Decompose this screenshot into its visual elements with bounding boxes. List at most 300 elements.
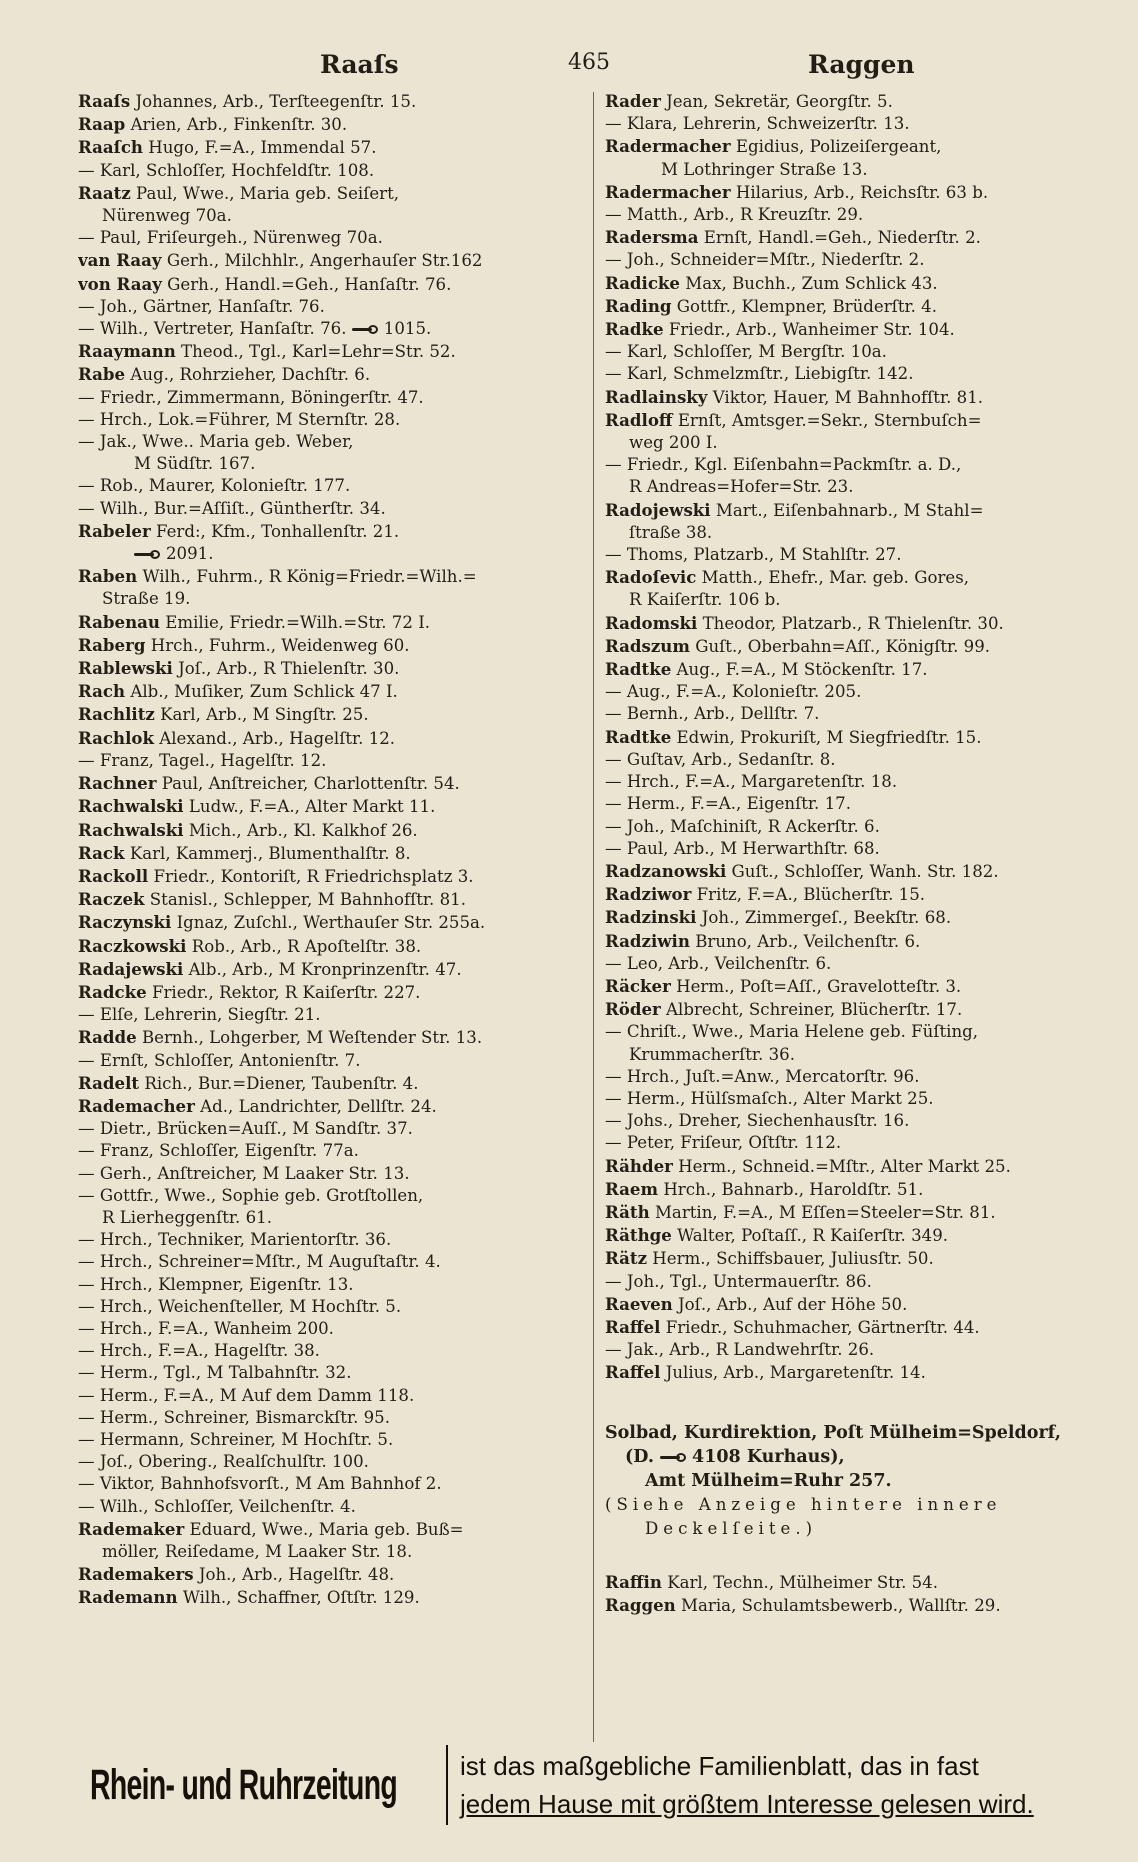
directory-entry [605, 838, 1120, 860]
entry-surname: Rachwalski [78, 796, 184, 817]
directory-entry [605, 386, 1120, 409]
directory-entry [78, 296, 584, 318]
entry-surname: Raaymann [78, 341, 176, 362]
entry-details: Alb., Muſiker, Zum Schlick 47 I. [130, 682, 398, 702]
entry-details: Alexand., Arb., Hagelſtr. 12. [159, 728, 396, 748]
entry-details: — Hrch., Lok.=Führer, M Sternſtr. 28. [78, 409, 401, 429]
entry-details: M Lothringer Straße 13. [661, 159, 868, 179]
entry-details: — Ernſt, Schloſſer, Antonienſtr. 7. [78, 1050, 361, 1070]
directory-entry [605, 1178, 1120, 1201]
directory-entry [78, 1207, 584, 1229]
entry-details: Edwin, Prokuriſt, M Siegfriedſtr. 15. [676, 727, 982, 747]
entry-details: — Hrch., F.=A., Wanheim 200. [78, 1318, 334, 1338]
entry-details: — Wilh., Vertreter, Hanſaſtr. 76. [78, 319, 347, 339]
entry-surname: Rabeler [78, 520, 151, 541]
entry-surname: von Raay [78, 273, 162, 294]
directory-entry [605, 499, 1120, 522]
directory-entry [78, 1318, 584, 1340]
entry-details: Matth., Ehefr., Mar. geb. Gores, [701, 568, 969, 588]
entry-surname: Radzinski [605, 907, 697, 928]
entry-surname: Raaſch [78, 137, 143, 158]
entry-surname: Rademacher [78, 1095, 195, 1116]
entry-details: Straße 19. [102, 589, 191, 609]
page-number: 465 [568, 50, 610, 75]
directory-entry [605, 860, 1120, 883]
entry-surname: Radloff [605, 409, 673, 430]
directory-entry [78, 750, 584, 772]
directory-entry [78, 363, 584, 386]
entry-details: — Herm., F.=A., Eigenſtr. 17. [605, 794, 851, 814]
entry-surname: Radermacher [605, 136, 731, 157]
entry-details: M Südſtr. 167. [134, 454, 256, 474]
entry-phone: 1015. [383, 319, 432, 339]
entry-details: — Joh., Tgl., Untermauerſtr. 86. [605, 1271, 872, 1291]
entry-details: möller, Reiſedame, M Laaker Str. 18. [102, 1542, 413, 1561]
directory-entry [605, 930, 1120, 953]
entry-details: — Joh., Schneider=Mſtr., Niederſtr. 2. [605, 250, 925, 270]
directory-entry [605, 998, 1120, 1021]
right-column-tail [605, 1571, 1120, 1617]
entry-surname: Radszum [605, 635, 690, 656]
directory-entry [78, 318, 584, 340]
directory-entry [78, 1429, 584, 1451]
directory-entry [605, 906, 1120, 929]
directory-entry [78, 888, 584, 911]
directory-entry [605, 272, 1120, 295]
banner-text [460, 1747, 1034, 1823]
telephone-icon [660, 1453, 688, 1462]
entry-details: Aug., F.=A., M Stöckenſtr. 17. [676, 660, 928, 680]
directory-entry [78, 727, 584, 750]
entry-details: Paul, Anſtreicher, Charlottenſtr. 54. [161, 774, 460, 794]
entry-details: — Herm., Schreiner, Bismarckſtr. 95. [78, 1407, 391, 1427]
directory-entry [605, 159, 1120, 181]
directory-entry [78, 182, 584, 205]
directory-entry [605, 1021, 1120, 1043]
entry-details: — Thoms, Platzarb., M Stahlſtr. 27. [605, 545, 902, 565]
directory-entry [78, 795, 584, 818]
entry-surname: Rademann [78, 1587, 178, 1608]
directory-entry [605, 1201, 1120, 1224]
directory-entry [605, 1224, 1120, 1247]
ad-line-1: Solbad, Kurdirektion, Poſt Mülheim=Speldorf, [605, 1422, 1061, 1443]
directory-entry [78, 1407, 584, 1429]
directory-entry [605, 204, 1120, 226]
entry-surname: Raczkowski [78, 935, 187, 956]
entry-details: — Gerh., Anſtreicher, M Laaker Str. 13. [78, 1163, 410, 1183]
entry-details: Albrecht, Schreiner, Blücherſtr. 17. [666, 1000, 963, 1020]
directory-entry [605, 318, 1120, 341]
directory-entry [78, 113, 584, 136]
directory-entry [605, 1316, 1120, 1339]
directory-entry [605, 612, 1120, 635]
entry-details: — Karl, Schmelzmſtr., Liebigſtr. 142. [605, 364, 914, 384]
directory-entry [78, 475, 584, 497]
entry-surname: Radzanowski [605, 860, 727, 881]
entry-details: R Kaiſerſtr. 106 b. [629, 590, 781, 610]
spa-advertisement [605, 1421, 1120, 1541]
directory-entry [605, 975, 1120, 998]
entry-details: Theodor, Platzarb., R Thielenſtr. 30. [702, 613, 1004, 633]
entry-details: Bruno, Arb., Veilchenſtr. 6. [695, 931, 921, 951]
directory-entry [78, 819, 584, 842]
directory-entry [78, 1586, 584, 1609]
entry-details: Rob., Arb., R Apoſtelſtr. 38. [191, 936, 422, 956]
entry-details: Hilarius, Arb., Reichsſtr. 63 b. [735, 182, 989, 202]
directory-entry [78, 431, 584, 453]
entry-details: Friedr., Arb., Wanheimer Str. 104. [668, 320, 955, 340]
entry-details: Jean, Sekretär, Georgſtr. 5. [666, 92, 893, 111]
entry-details: Wilh., Schaffner, Oſtſtr. 129. [182, 1588, 420, 1608]
directory-entry [78, 1118, 584, 1140]
entry-details: — Hrch., Juſt.=Anw., Mercatorſtr. 96. [605, 1066, 920, 1086]
directory-entry [78, 1362, 584, 1384]
entry-surname: Radtke [605, 659, 672, 680]
directory-entry [78, 160, 584, 182]
directory-entry [605, 476, 1120, 498]
entry-surname: Rading [605, 295, 672, 316]
entry-details: weg 200 I. [629, 433, 718, 453]
directory-entry [605, 953, 1120, 975]
directory-entry [78, 958, 584, 981]
directory-entry [605, 1132, 1120, 1154]
entry-surname: Radde [78, 1027, 137, 1048]
entry-surname: Radojewski [605, 499, 711, 520]
directory-entry [605, 816, 1120, 838]
entry-details: — Elſe, Lehrerin, Siegſtr. 21. [78, 1005, 321, 1025]
entry-surname: Raffel [605, 1316, 661, 1337]
entry-details: Eduard, Wwe., Maria geb. Buß= [189, 1519, 464, 1539]
entry-details: — Hermann, Schreiner, M Hochſtr. 5. [78, 1429, 394, 1449]
directory-entry [605, 522, 1120, 544]
banner-title: Rhein- und Ruhrzeitung [90, 1761, 398, 1809]
entry-surname: Raatz [78, 182, 131, 203]
entry-surname: Räth [605, 1201, 650, 1222]
entry-details: Wilh., Fuhrm., R König=Friedr.=Wilh.= [142, 567, 477, 587]
directory-entry [78, 1496, 584, 1518]
entry-surname: Radomski [605, 612, 698, 633]
newspaper-banner [90, 1738, 1120, 1832]
entry-details: — Gottfr., Wwe., Sophie geb. Grotſtollen, [78, 1185, 424, 1205]
entry-details: Mart., Eiſenbahnarb., M Stahl= [715, 500, 984, 520]
header-left-keyword: Raaſs [320, 50, 399, 79]
entry-details: Martin, F.=A., M Eſſen=Steeler=Str. 81. [654, 1202, 996, 1222]
entry-surname: Radcke [78, 981, 147, 1002]
entry-details: Ernſt, Handl.=Geh., Niederſtr. 2. [703, 228, 981, 248]
directory-entry [78, 1518, 584, 1541]
entry-details: Friedr., Rektor, R Kaiſerſtr. 227. [151, 982, 421, 1002]
entry-surname: Räthge [605, 1225, 672, 1246]
ad-line-3: Amt Mülheim=Ruhr 257. [645, 1470, 892, 1491]
telephone-icon [134, 550, 162, 559]
entry-details: — Jak., Wwe.. Maria geb. Weber, [78, 432, 354, 452]
entry-surname: Radelt [78, 1072, 140, 1093]
entry-details: — Jak., Arb., R Landwehrſtr. 26. [605, 1340, 875, 1360]
ad-line-2-phone: 4108 Kurhaus), [692, 1446, 845, 1467]
entry-details: — Hrch., F.=A., Margaretenſtr. 18. [605, 772, 898, 792]
entry-details: Krummacherſtr. 36. [629, 1044, 795, 1064]
directory-entry [78, 136, 584, 159]
directory-entry [78, 1541, 584, 1563]
entry-details: Johannes, Arb., Terſteegenſtr. 15. [135, 92, 417, 111]
entry-surname: Rademaker [78, 1518, 185, 1539]
entry-details: — Dietr., Brücken=Auſſ., M Sandſtr. 37. [78, 1119, 413, 1139]
directory-entry [78, 543, 584, 565]
entry-details: — Joh., Maſchiniſt, R Ackerſtr. 6. [605, 816, 880, 836]
directory-entry [78, 1163, 584, 1185]
entry-details: Joſ., Arb., Auf der Höhe 50. [678, 1294, 908, 1314]
entry-details: Alb., Arb., M Kronprinzenſtr. 47. [188, 959, 462, 979]
directory-entry [605, 726, 1120, 749]
directory-entry [605, 249, 1120, 271]
entry-surname: Raggen [605, 1594, 676, 1615]
directory-entry [78, 520, 584, 543]
entry-details: Gerh., Milchhlr., Angerhauſer Str.162 [166, 251, 483, 271]
entry-details: — Viktor, Bahnhofsvorſt., M Am Bahnhof 2. [78, 1474, 442, 1494]
entry-details: Nürenweg 70a. [102, 206, 232, 226]
entry-surname: Röder [605, 999, 661, 1020]
entry-details: Paul, Wwe., Maria geb. Seiſert, [136, 183, 400, 203]
directory-entry [78, 409, 584, 431]
entry-surname: Rader [605, 91, 661, 111]
entry-details: Walter, Poſtaſſ., R Kaiſerſtr. 349. [677, 1226, 949, 1246]
directory-entry [78, 1473, 584, 1495]
entry-surname: Rähder [605, 1155, 673, 1176]
directory-entry [78, 634, 584, 657]
entry-surname: Raap [78, 114, 126, 135]
entry-details: Friedr., Schuhmacher, Gärtnerſtr. 44. [665, 1317, 980, 1337]
directory-entry [605, 589, 1120, 611]
directory-entry [605, 1293, 1120, 1316]
entry-surname: Raczek [78, 889, 145, 910]
directory-entry [78, 1451, 584, 1473]
directory-entry [78, 911, 584, 934]
entry-phone: 2091. [166, 544, 214, 564]
entry-details: Gerh., Handl.=Geh., Hanſaſtr. 76. [167, 274, 452, 294]
directory-entry [605, 1594, 1120, 1617]
entry-details: Gottfr., Klempner, Brüderſtr. 4. [676, 296, 937, 316]
banner-line-1: ist das maßgebliche Familienblatt, das in fast [460, 1751, 979, 1781]
entry-details: Arien, Arb., Finkenſtr. 30. [130, 115, 348, 135]
entry-details: — Chriſt., Wwe., Maria Helene geb. Füſting, [605, 1022, 979, 1042]
entry-details: Hrch., Bahnarb., Haroldſtr. 51. [663, 1179, 924, 1199]
entry-details: — Leo, Arb., Veilchenſtr. 6. [605, 953, 832, 973]
banner-divider [446, 1745, 448, 1825]
entry-surname: Raem [605, 1178, 659, 1199]
entry-details: — Hrch., F.=A., Hagelſtr. 38. [78, 1341, 320, 1361]
banner-line-2: jedem Hause mit größtem Interesse gelesen wird. [460, 1789, 1034, 1819]
directory-entry [78, 340, 584, 363]
entry-details: — Matth., Arb., R Kreuzſtr. 29. [605, 205, 864, 225]
entry-details: Herm., Schiffsbauer, Juliusſtr. 50. [652, 1249, 934, 1269]
entry-details: Guſt., Schloſſer, Wanh. Str. 182. [731, 861, 999, 881]
entry-surname: van Raay [78, 250, 162, 271]
entry-surname: Radlainsky [605, 386, 708, 407]
directory-entry [78, 1185, 584, 1207]
directory-entry [78, 588, 584, 610]
directory-entry [78, 1026, 584, 1049]
entry-details: Ad., Landrichter, Dellſtr. 24. [200, 1096, 437, 1116]
entry-details: Emilie, Friedr.=Wilh.=Str. 72 I. [165, 612, 431, 632]
entry-details: Hugo, F.=A., Immendal 57. [148, 138, 377, 158]
directory-entry [605, 681, 1120, 703]
entry-details: Ignaz, Zuſchl., Werthauſer Str. 255a. [176, 913, 486, 933]
entry-surname: Rademakers [78, 1564, 194, 1585]
directory-entry [78, 611, 584, 634]
directory-entry [605, 703, 1120, 725]
telephone-icon [352, 325, 380, 334]
entry-surname: Rätz [605, 1248, 648, 1269]
right-column-entries [605, 90, 1120, 1385]
directory-entry [78, 657, 584, 680]
entry-details: Herm., Poſt=Aſſ., Gravelotteſtr. 3. [676, 976, 962, 996]
entry-details: — Klara, Lehrerin, Schweizerſtr. 13. [605, 114, 910, 134]
entry-surname: Rachwalski [78, 819, 184, 840]
directory-entry [78, 453, 584, 475]
entry-details: — Hrch., Techniker, Marientorſtr. 36. [78, 1230, 392, 1250]
entry-details: — Peter, Friſeur, Oſtſtr. 112. [605, 1133, 842, 1153]
entry-details: — Friedr., Kgl. Eiſenbahn=Packmſtr. a. D., [605, 455, 962, 475]
directory-entry [78, 981, 584, 1004]
entry-surname: Rach [78, 681, 126, 702]
directory-entry [605, 1247, 1120, 1270]
directory-entry [605, 771, 1120, 793]
entry-details: Karl, Arb., M Singſtr. 25. [160, 705, 369, 725]
entry-surname: Radicke [605, 272, 680, 293]
directory-entry [78, 1050, 584, 1072]
entry-surname: Räcker [605, 975, 671, 996]
entry-surname: Raeven [605, 1293, 673, 1314]
directory-entry [78, 387, 584, 409]
directory-entry [78, 1251, 584, 1273]
directory-entry [78, 1140, 584, 1162]
entry-surname: Rachner [78, 773, 157, 794]
entry-surname: Raczynski [78, 912, 172, 933]
entry-details: Guſt., Oberbahn=Aſſ., Königſtr. 99. [695, 636, 991, 656]
entry-surname: Rablewski [78, 658, 173, 679]
entry-surname: Rachlok [78, 727, 154, 748]
entry-details: — Friedr., Zimmermann, Böningerſtr. 47. [78, 387, 424, 407]
entry-surname: Raffel [605, 1362, 661, 1383]
entry-details: — Hrch., Schreiner=Mſtr., M Auguſtaſtr. 4. [78, 1252, 441, 1272]
entry-details: — Paul, Friſeurgeh., Nürenweg 70a. [78, 228, 383, 248]
entry-details: — Guſtav, Arb., Sedanſtr. 8. [605, 749, 836, 769]
directory-entry [605, 1044, 1120, 1066]
directory-entry [605, 432, 1120, 454]
entry-details: Ernſt, Amtsger.=Sekr., Sternbuſch= [677, 410, 982, 430]
entry-details: — Rob., Maurer, Kolonieſtr. 177. [78, 476, 351, 496]
entry-details: — Franz, Schloſſer, Eigenſtr. 77a. [78, 1141, 359, 1161]
entry-details: Joh., Zimmergeſ., Beekſtr. 68. [701, 908, 952, 928]
entry-details: R Andreas=Hofer=Str. 23. [629, 477, 854, 497]
entry-details: Julius, Arb., Margaretenſtr. 14. [665, 1363, 926, 1383]
entry-details: ſtraße 38. [629, 522, 713, 542]
directory-entry [605, 1571, 1120, 1594]
entry-details: — Hrch., Weichenſteller, M Hochſtr. 5. [78, 1296, 402, 1316]
entry-details: — Herm., F.=A., M Auf dem Damm 118. [78, 1385, 415, 1405]
directory-entry [78, 842, 584, 865]
entry-surname: Raberg [78, 634, 146, 655]
column-divider [593, 92, 594, 1742]
directory-entry [605, 1155, 1120, 1178]
directory-entry [78, 273, 584, 296]
entry-surname: Radoſevic [605, 567, 697, 588]
directory-entry [78, 205, 584, 227]
directory-entry [605, 749, 1120, 771]
entry-details: Fritz, F.=A., Blücherſtr. 15. [696, 885, 926, 905]
entry-details: Mich., Arb., Kl. Kalkhof 26. [188, 820, 418, 840]
entry-surname: Rack [78, 842, 125, 863]
entry-details: Maria, Schulamtsbewerb., Wallſtr. 29. [681, 1595, 1001, 1615]
entry-details: — Joſ., Obering., Realſchulſtr. 100. [78, 1452, 369, 1472]
entry-details: — Joh., Gärtner, Hanſaſtr. 76. [78, 296, 325, 316]
directory-entry [78, 680, 584, 703]
entry-details: — Hrch., Klempner, Eigenſtr. 13. [78, 1274, 354, 1294]
entry-details: — Herm., Tgl., M Talbahnſtr. 32. [78, 1363, 352, 1383]
entry-details: Friedr., Kontoriſt, R Friedrichsplatz 3. [153, 866, 474, 886]
directory-entry [78, 498, 584, 520]
entry-surname: Radke [605, 319, 664, 340]
entry-details: Aug., Rohrzieher, Dachſtr. 6. [130, 365, 371, 385]
ad-note-2: Deckelſeite.) [645, 1518, 818, 1538]
directory-entry [78, 1004, 584, 1026]
directory-entry [605, 90, 1120, 113]
entry-surname: Radermacher [605, 181, 731, 202]
entry-surname: Radziwor [605, 884, 692, 905]
directory-entry [605, 1361, 1120, 1384]
entry-details: Egidius, Polizeiſergeant, [735, 137, 942, 157]
directory-entry [78, 1340, 584, 1362]
directory-entry [78, 1274, 584, 1296]
directory-entry [78, 772, 584, 795]
entry-details: Joh., Arb., Hagelſtr. 48. [198, 1565, 395, 1585]
directory-entry [78, 90, 584, 113]
directory-entry [605, 295, 1120, 318]
entry-details: — Aug., F.=A., Kolonieſtr. 205. [605, 682, 862, 702]
directory-entry [605, 1339, 1120, 1361]
directory-entry [605, 793, 1120, 815]
directory-entry [605, 454, 1120, 476]
entry-details: Herm., Schneid.=Mſtr., Alter Markt 25. [678, 1156, 1011, 1176]
entry-details: — Wilh., Bur.=Aſſiſt., Güntherſtr. 34. [78, 498, 386, 518]
entry-details: Karl, Techn., Mülheimer Str. 54. [667, 1572, 939, 1592]
entry-surname: Rabenau [78, 611, 160, 632]
entry-surname: Raben [78, 566, 138, 587]
entry-surname: Rackoll [78, 865, 149, 886]
directory-entry [605, 363, 1120, 385]
directory-entry [605, 226, 1120, 249]
entry-details: — Johs., Dreher, Siechenhausſtr. 16. [605, 1111, 910, 1131]
directory-entry [78, 1095, 584, 1118]
entry-surname: Radziwin [605, 930, 690, 951]
directory-entry [78, 935, 584, 958]
directory-entry [605, 883, 1120, 906]
directory-entry [78, 1563, 584, 1586]
entry-details: Ferd:, Kfm., Tonhallenſtr. 21. [155, 521, 400, 541]
entry-details: Viktor, Hauer, M Bahnhofſtr. 81. [712, 387, 984, 407]
ad-note-1: (Siehe Anzeige hintere innere [605, 1494, 1002, 1514]
entry-details: Rich., Bur.=Diener, Taubenſtr. 4. [144, 1073, 419, 1093]
directory-entry [605, 658, 1120, 681]
directory-entry [78, 1385, 584, 1407]
entry-details: Karl, Kammerj., Blumenthalſtr. 8. [129, 843, 411, 863]
header-right-keyword: Raggen [808, 50, 915, 79]
directory-entry [605, 181, 1120, 204]
entry-surname: Raffin [605, 1571, 662, 1592]
directory-entry [605, 341, 1120, 363]
directory-entry [78, 865, 584, 888]
directory-entry [78, 1296, 584, 1318]
